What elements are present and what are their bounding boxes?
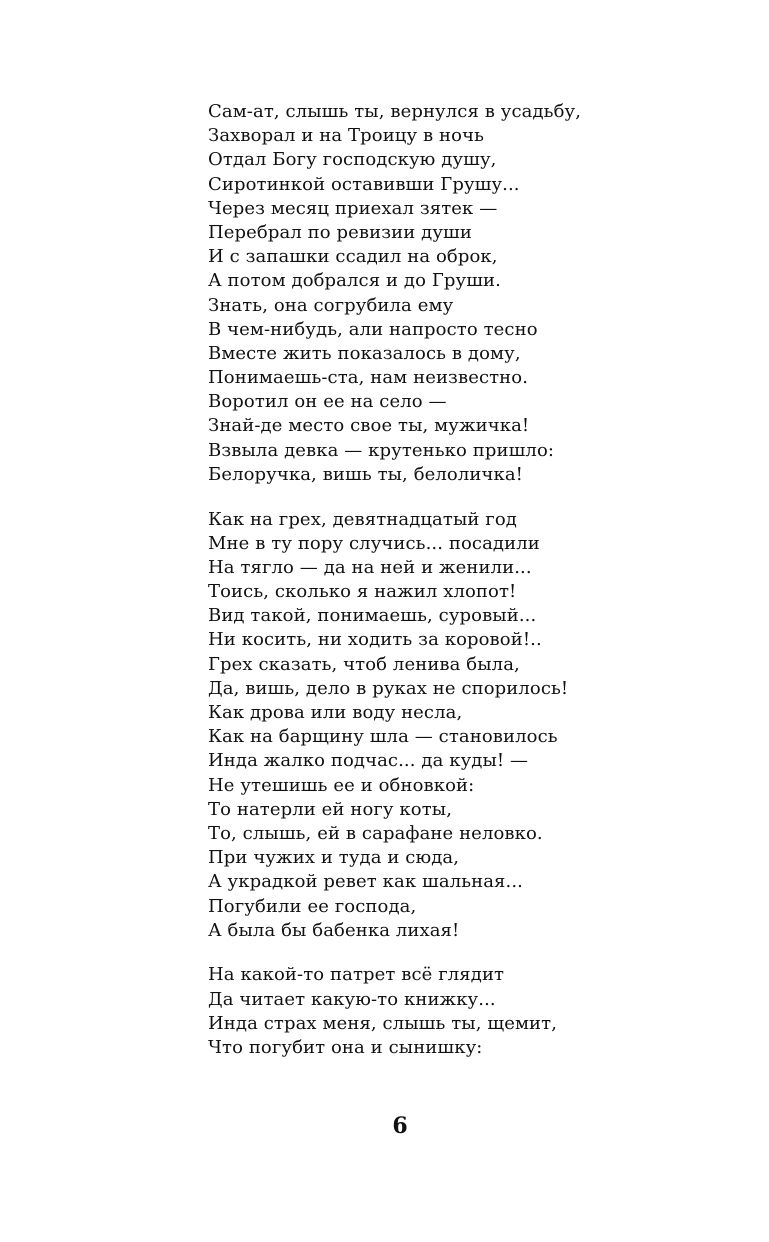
poem-line: Что погубит она и сынишку: bbox=[208, 1036, 483, 1058]
poem-line: Воротил он ее на село — bbox=[208, 391, 447, 413]
poem-line: Вид такой, понимаешь, суровый... bbox=[208, 605, 537, 627]
poem-line: На тягло — да на ней и женили... bbox=[208, 556, 532, 578]
poem-line: Перебрал по ревизии души bbox=[208, 221, 472, 243]
poem-line: Инда страх меня, слышь ты, щемит, bbox=[208, 1012, 558, 1034]
poem-line: При чужих и туда и сюда, bbox=[208, 847, 460, 869]
poem-line: Да читает какую-то книжку... bbox=[208, 988, 496, 1010]
poem-line: Инда жалко подчас... да куды! — bbox=[208, 750, 529, 772]
stanza-1 bbox=[208, 100, 728, 487]
poem-line: А украдкой ревет как шальная... bbox=[208, 871, 523, 893]
poem-line: А потом добрался и до Груши. bbox=[208, 270, 501, 292]
poem-line: Захворал и на Троицу в ночь bbox=[208, 125, 484, 147]
poem-line: Вместе жить показалось в дому, bbox=[208, 342, 521, 364]
poem-line: Да, вишь, дело в руках не спорилось! bbox=[208, 677, 569, 699]
poem-line: Не утешишь ее и обновкой: bbox=[208, 774, 475, 796]
poem-line: Как на барщину шла — становилось bbox=[208, 726, 558, 748]
poem-line: То натерли ей ногу коты, bbox=[208, 798, 453, 820]
poem-line: Знай-де место свое ты, мужичка! bbox=[208, 415, 530, 437]
stanza-2 bbox=[208, 508, 728, 943]
poem-line: Взвыла девка — крутенько пришло: bbox=[208, 439, 555, 461]
poem-line: А была бы бабенка лихая! bbox=[208, 919, 460, 941]
poem-line: На какой-то патрет всё глядит bbox=[208, 964, 505, 986]
poem-line: Погубили ее господа, bbox=[208, 895, 417, 917]
poem-line: Сиротинкой оставивши Грушу... bbox=[208, 173, 520, 195]
poem-line: Как на грех, девятнадцатый год bbox=[208, 508, 517, 530]
poem-line: В чем-нибудь, али напросто тесно bbox=[208, 318, 538, 340]
poem-line: То, слышь, ей в сарафане неловко. bbox=[208, 822, 543, 844]
poem-line: Сам-ат, слышь ты, вернулся в усадьбу, bbox=[208, 101, 582, 122]
poem-line: Отдал Богу господскую душу, bbox=[208, 149, 497, 171]
poem-line: И с запашки ссадил на оброк, bbox=[208, 246, 498, 268]
poem-text bbox=[208, 100, 728, 1060]
poem-line: Тоись, сколько я нажил хлопот! bbox=[208, 581, 517, 603]
poem-line: Белоручка, вишь ты, белоличка! bbox=[208, 463, 524, 485]
poem-line: Ни косить, ни ходить за коровой!.. bbox=[208, 629, 542, 651]
poem-line: Знать, она согрубила ему bbox=[208, 294, 454, 316]
poem-line: Мне в ту пору случись... посадили bbox=[208, 532, 540, 554]
poem-line: Понимаешь-ста, нам неизвестно. bbox=[208, 367, 529, 389]
poem-line: Через месяц приехал зятек — bbox=[208, 197, 498, 219]
page-number: 6 bbox=[392, 1113, 408, 1139]
stanza-3 bbox=[208, 963, 728, 1060]
poem-line: Как дрова или воду несла, bbox=[208, 702, 463, 723]
poem-line: Грех сказать, чтоб ленива была, bbox=[208, 653, 520, 675]
